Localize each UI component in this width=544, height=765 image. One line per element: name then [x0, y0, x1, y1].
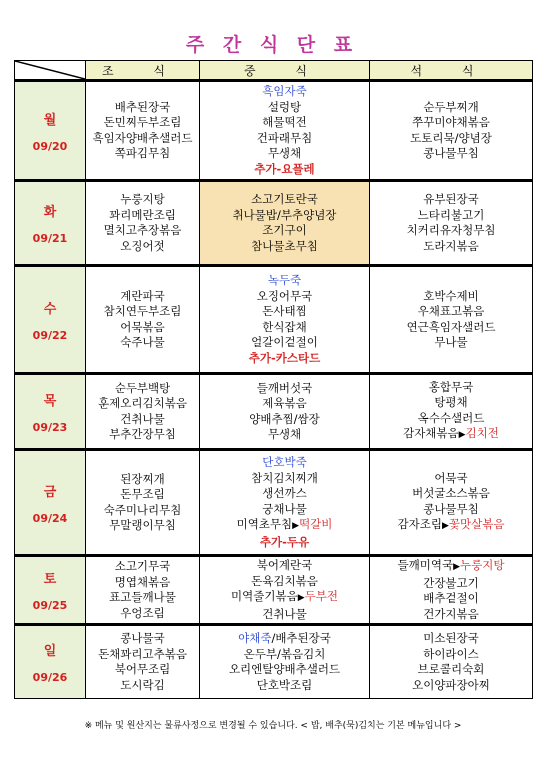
menu-item-text: 버섯굴소스볶음	[412, 486, 490, 500]
menu-item	[200, 131, 369, 147]
menu-item-text: 무나물	[434, 335, 468, 349]
menu-item	[200, 607, 369, 623]
arrow-right-icon: ▶	[297, 593, 305, 603]
menu-item-text: 연근흑임자샐러드	[406, 319, 496, 334]
breakfast-cell	[86, 266, 200, 374]
menu-item	[200, 396, 369, 412]
menu-item-text: 숙주미나리무침	[103, 502, 182, 517]
day-name: 수	[43, 301, 57, 317]
menu-body	[15, 81, 533, 699]
menu-item-text: 도시락김	[120, 677, 165, 692]
lunch-cell	[200, 625, 370, 699]
menu-item-text: 참나물초무침	[251, 238, 318, 253]
menu-item-text: 녹두죽	[267, 273, 302, 287]
day-cell	[15, 450, 86, 556]
menu-item	[200, 589, 369, 607]
menu-item	[200, 84, 369, 100]
header-dinner: 석 식	[370, 61, 533, 81]
menu-item-text: 쭈꾸미야채볶음	[412, 115, 490, 129]
day-row	[15, 625, 533, 699]
menu-item-text: 궁채나물	[262, 501, 307, 516]
menu-item-text: 탕평채	[434, 395, 468, 409]
menu-item	[370, 647, 532, 663]
menu-item-text: 브로콜리숙회	[417, 662, 485, 676]
menu-item	[370, 289, 532, 305]
menu-item-text: 오징어젓	[120, 238, 165, 253]
menu-item	[86, 396, 199, 412]
lunch-cell	[200, 266, 370, 374]
page-title: 주 간 식 단 표	[185, 34, 359, 56]
breakfast-cell	[86, 181, 200, 266]
menu-item-text: 어묵볶음	[120, 319, 165, 334]
menu-item	[86, 192, 199, 208]
menu-item	[200, 381, 369, 397]
menu-item-text: 명엽채볶음	[114, 574, 171, 589]
menu-item	[200, 335, 369, 351]
menu-item	[200, 631, 369, 647]
menu-item	[200, 192, 369, 208]
dinner-cell	[370, 374, 533, 450]
breakfast-cell	[86, 625, 200, 699]
menu-item-text: 쪽파김무침	[114, 146, 171, 160]
day-row	[15, 556, 533, 625]
menu-item	[86, 606, 199, 622]
menu-item-text: 계란파국	[120, 288, 165, 303]
menu-item-extra: 떡갈비	[299, 517, 333, 531]
menu-item-text: 건파래무침	[256, 130, 313, 145]
menu-item-text: 꽈리메란조림	[109, 207, 176, 222]
dinner-cell	[370, 81, 533, 181]
menu-item-text: 하이라이스	[423, 646, 479, 661]
menu-item-text: 들깨미역국	[397, 558, 454, 572]
menu-item-extra: 두부전	[304, 589, 338, 603]
menu-item	[86, 647, 199, 663]
menu-item-text: 흑임자양배추샐러드	[92, 130, 193, 145]
menu-item-text: 콩나물국	[120, 631, 165, 645]
menu-item-text: 배추겉절이	[423, 591, 479, 605]
day-cell	[15, 81, 86, 181]
menu-item	[200, 558, 369, 574]
menu-item	[370, 395, 532, 411]
day-name: 목	[43, 393, 57, 409]
menu-item-text: 유부된장국	[423, 192, 479, 206]
menu-item	[370, 100, 532, 116]
lunch-cell	[200, 374, 370, 450]
menu-item-text: 미역초무침	[236, 517, 293, 531]
arrow-right-icon: ▶	[441, 521, 449, 531]
menu-item-text: 소고기무국	[114, 559, 171, 573]
menu-item	[370, 223, 532, 239]
menu-item	[86, 335, 199, 351]
day-row	[15, 81, 533, 181]
menu-item	[200, 115, 369, 131]
menu-item	[370, 411, 532, 427]
menu-item	[370, 146, 532, 162]
menu-item	[86, 239, 199, 255]
menu-item	[200, 574, 369, 590]
dinner-cell	[370, 181, 533, 266]
menu-item-text: 미소된장국	[423, 631, 479, 645]
menu-item	[370, 662, 532, 678]
menu-item	[86, 208, 199, 224]
menu-item-text: 무말랭이무침	[109, 518, 176, 532]
menu-item	[200, 678, 369, 694]
menu-item	[370, 502, 532, 518]
menu-item	[370, 576, 532, 592]
menu-item-text: 콩나물무침	[423, 501, 479, 516]
day-date: 09/20	[32, 139, 68, 153]
menu-item	[370, 131, 532, 147]
menu-item-text: 도토리묵/양념장	[410, 130, 492, 145]
header-row	[15, 61, 533, 81]
day-name: 금	[43, 484, 57, 500]
dinner-cell	[370, 266, 533, 374]
menu-item	[370, 558, 532, 576]
header-breakfast: 조 식	[86, 61, 200, 81]
lunch-cell	[200, 556, 370, 625]
menu-item	[200, 502, 369, 518]
diagonal-divider	[15, 61, 85, 79]
menu-item-extra: 꽃맛살볶음	[448, 517, 505, 531]
menu-item	[200, 273, 369, 289]
menu-item-text: 해물떡전	[262, 115, 307, 129]
menu-item	[86, 559, 199, 575]
menu-item	[370, 678, 532, 694]
menu-item-text: 돈육김치볶음	[251, 573, 318, 588]
menu-item	[86, 320, 199, 336]
menu-item-text: 건취나물	[262, 606, 307, 621]
menu-item	[200, 162, 369, 178]
menu-item	[200, 239, 369, 255]
menu-item	[86, 115, 199, 131]
menu-item-text: 숙주나물	[120, 335, 165, 349]
dinner-cell	[370, 625, 533, 699]
menu-item-text: 생선까스	[262, 486, 307, 500]
menu-item-text: 제육볶음	[262, 396, 307, 410]
menu-item-text: 양배추찜/쌈장	[249, 411, 320, 426]
menu-item-text: 우채표고볶음	[417, 304, 485, 318]
menu-item	[200, 146, 369, 162]
menu-item-text: 간장불고기	[423, 575, 479, 590]
day-date: 09/25	[32, 599, 68, 612]
menu-item	[200, 535, 369, 551]
menu-item-text: 돈민찌두부조림	[103, 115, 182, 129]
menu-item	[370, 208, 532, 224]
menu-item-text: 건가지볶음	[423, 606, 479, 621]
arrow-right-icon: ▶	[458, 430, 466, 440]
menu-item-text: 조기구이	[262, 223, 307, 237]
menu-item-text: 단호박죽	[262, 455, 307, 469]
day-cell	[15, 266, 86, 374]
menu-item	[370, 607, 532, 623]
day-row	[15, 450, 533, 556]
footnote: ※ 메뉴 및 원산지는 물류사정으로 변경될 수 있습니다. < 밥, 배추(묵)김치는 기본 메뉴입니다 >	[84, 721, 462, 731]
day-name: 일	[43, 644, 57, 659]
menu-item	[86, 503, 199, 519]
menu-item	[200, 223, 369, 239]
weekly-menu-table	[14, 60, 533, 699]
menu-item	[200, 455, 369, 471]
lunch-cell	[200, 181, 370, 266]
menu-item-text: 순두부백탕	[114, 380, 171, 395]
menu-item	[370, 380, 532, 396]
menu-item-text: 치커리유자청무침	[406, 223, 496, 237]
menu-item-text: 돈사태찜	[262, 304, 307, 318]
menu-item-text: 된장찌개	[120, 471, 165, 486]
header-corner-cell	[15, 61, 86, 81]
menu-item-text: 느타리불고기	[417, 207, 485, 222]
menu-item-text: 멸치고추장볶음	[103, 223, 182, 237]
dinner-cell	[370, 556, 533, 625]
menu-item	[200, 486, 369, 502]
menu-item	[370, 517, 532, 535]
menu-item	[200, 351, 369, 367]
menu-item-text: 감자조림	[397, 517, 442, 531]
menu-item-text: 무생채	[267, 146, 302, 160]
menu-item	[200, 320, 369, 336]
menu-item-text: 얼갈이겉절이	[251, 335, 318, 349]
day-date: 09/24	[32, 511, 68, 525]
menu-item-text: 온두부/볶음김치	[243, 646, 326, 661]
menu-item-text: 추가-카스타드	[248, 350, 321, 365]
menu-item-text: 호박수제비	[423, 288, 479, 303]
menu-item-extra: 김치전	[465, 426, 499, 440]
day-cell	[15, 625, 86, 699]
menu-item-text: 한식잡채	[262, 319, 307, 334]
menu-item	[200, 471, 369, 487]
menu-item	[86, 146, 199, 162]
menu-item	[200, 517, 369, 535]
menu-item-text: 도라지볶음	[423, 238, 479, 253]
menu-item-text: 훈제오리김치볶음	[98, 396, 187, 410]
menu-item-text: 옥수수샐러드	[417, 410, 485, 425]
menu-item	[370, 115, 532, 131]
menu-item-text: 북어계란국	[256, 558, 313, 572]
menu-item	[200, 208, 369, 224]
menu-item-text: 누룽지탕	[120, 192, 165, 206]
menu-item	[86, 289, 199, 305]
day-date: 09/26	[32, 671, 68, 684]
menu-item-text: 흑임자죽	[262, 84, 307, 98]
arrow-right-icon: ▶	[453, 562, 461, 572]
menu-item	[86, 518, 199, 534]
menu-item-text: 야채죽	[238, 631, 272, 645]
menu-item-text: 소고기토란국	[251, 192, 318, 206]
menu-item	[86, 412, 199, 428]
day-row	[15, 266, 533, 374]
menu-item-text: 추가-두유	[259, 534, 310, 549]
menu-item-text: 콩나물무침	[423, 146, 479, 160]
menu-item-text: 참치김치찌개	[251, 470, 318, 485]
menu-item	[370, 426, 532, 444]
menu-item-text: 설렁탕	[267, 99, 302, 114]
day-name: 월	[43, 112, 57, 128]
menu-item-text: 오이양파장아찌	[412, 677, 490, 692]
menu-item-text: 순두부찌개	[423, 99, 479, 114]
arrow-right-icon: ▶	[292, 521, 300, 531]
menu-item	[200, 304, 369, 320]
day-date: 09/21	[32, 232, 68, 245]
day-name: 토	[43, 572, 57, 587]
menu-item-text: 부추간장무침	[109, 427, 176, 441]
breakfast-cell	[86, 556, 200, 625]
menu-item	[86, 575, 199, 591]
day-cell	[15, 374, 86, 450]
day-row	[15, 374, 533, 450]
menu-item-text: 표고들깨나물	[109, 590, 176, 604]
menu-item-text: 오리엔탈양배추샐러드	[228, 662, 341, 676]
menu-item	[370, 320, 532, 336]
menu-item	[200, 427, 369, 443]
header-lunch: 중 식	[200, 61, 370, 81]
menu-item	[370, 486, 532, 502]
menu-item	[370, 631, 532, 647]
day-date: 09/23	[32, 420, 68, 434]
menu-item-text: 우엉조림	[120, 605, 165, 620]
menu-item-text: 어묵국	[434, 470, 468, 485]
menu-item	[86, 304, 199, 320]
menu-item-text: 참치연두부조림	[103, 304, 182, 318]
menu-item	[370, 471, 532, 487]
menu-item	[200, 100, 369, 116]
menu-item-text: 무생채	[267, 427, 302, 441]
menu-item-suffix: /배추된장국	[271, 631, 331, 645]
menu-item	[200, 662, 369, 678]
menu-item-text: 돈채꽈리고추볶음	[98, 646, 187, 661]
menu-item-text: 건취나물	[120, 411, 165, 426]
day-name: 화	[43, 205, 57, 220]
lunch-cell	[200, 81, 370, 181]
menu-item-extra: 누룽지탕	[460, 558, 505, 572]
menu-item-text: 추가-요플레	[254, 161, 315, 176]
breakfast-cell	[86, 374, 200, 450]
menu-item-text: 북어무조림	[114, 662, 171, 676]
menu-item	[86, 100, 199, 116]
breakfast-cell	[86, 450, 200, 556]
menu-item	[370, 239, 532, 255]
menu-item-text: 홍합무국	[428, 379, 474, 394]
menu-item	[200, 412, 369, 428]
menu-item	[86, 487, 199, 503]
menu-item	[86, 631, 199, 647]
menu-item	[200, 289, 369, 305]
menu-item	[370, 591, 532, 607]
day-cell	[15, 181, 86, 266]
day-date: 09/22	[32, 328, 68, 342]
menu-item	[86, 590, 199, 606]
dinner-cell	[370, 450, 533, 556]
menu-item	[86, 223, 199, 239]
menu-item	[86, 678, 199, 694]
menu-item-text: 돈무조림	[120, 487, 165, 501]
menu-item	[370, 335, 532, 351]
menu-item-text: 오징어무국	[256, 288, 313, 303]
menu-item	[86, 662, 199, 678]
menu-item	[370, 192, 532, 208]
menu-item	[86, 427, 199, 443]
menu-item	[86, 131, 199, 147]
day-row	[15, 181, 533, 266]
menu-item-text: 단호박조림	[256, 677, 313, 692]
menu-item	[370, 304, 532, 320]
lunch-cell	[200, 450, 370, 556]
menu-item	[200, 647, 369, 663]
menu-item-text: 취나물밥/부추양념장	[232, 207, 337, 222]
menu-item-text: 감자채볶음	[403, 426, 459, 440]
menu-item	[86, 472, 199, 488]
menu-item	[86, 381, 199, 397]
day-cell	[15, 556, 86, 625]
menu-item-text: 배추된장국	[114, 99, 171, 114]
menu-item-text: 들깨버섯국	[256, 380, 313, 395]
menu-item-text: 미역줄기볶음	[231, 589, 298, 603]
breakfast-cell	[86, 81, 200, 181]
